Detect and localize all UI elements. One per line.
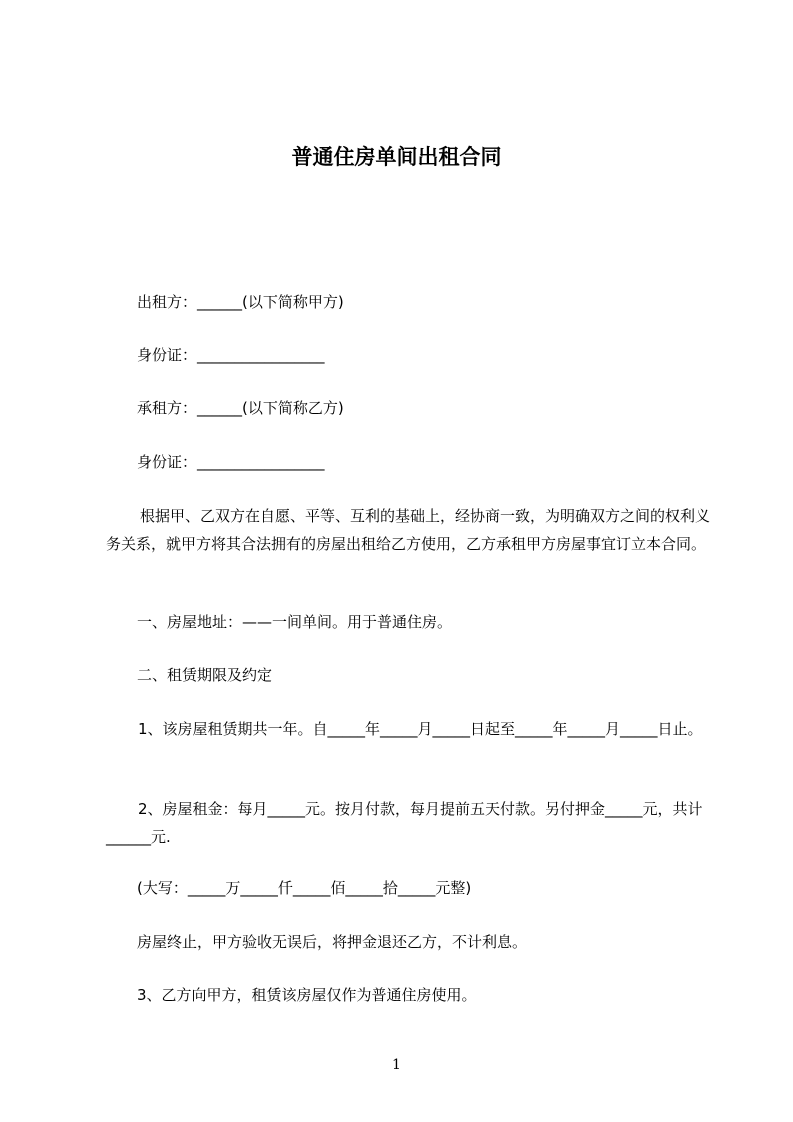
lessor-id-line: 身份证：_________________ — [137, 346, 325, 364]
clause-lease-term-heading: 二、租赁期限及约定 — [137, 666, 273, 684]
item-rent: 2、房屋租金：每月_____元。按月付款，每月提前五天付款。另付押金_____元，共计______元. — [106, 800, 703, 846]
item-lease-period: 1、该房屋租赁期共一年。自_____年_____月_____日起至_____年_____月_____日止。 — [138, 720, 703, 738]
lessee-line: 承租方：______(以下简称乙方) — [137, 399, 344, 417]
lessee-id-line: 身份证：_________________ — [137, 453, 325, 471]
document-title: 普通住房单间出租合同 — [291, 145, 502, 169]
lessor-line: 出租方：______(以下简称甲方) — [137, 293, 344, 311]
preamble-paragraph: 根据甲、乙双方在自愿、平等、互利的基础上，经协商一致，为明确双方之间的权利义务关系，就甲方将其合法拥有的房屋出租给乙方使用，乙方承租甲方房屋事宜订立本合同。 — [106, 507, 711, 553]
clause-house-address: 一、房屋地址：——一间单间。用于普通住房。 — [137, 613, 453, 631]
deposit-refund-line: 房屋终止，甲方验收无误后，将押金退还乙方，不计利息。 — [137, 933, 528, 951]
amount-in-words-line: (大写：_____万_____仟_____佰_____拾_____元整) — [137, 879, 472, 897]
page-number: 1 — [392, 1057, 401, 1073]
item-usage: 3、乙方向甲方，租赁该房屋仅作为普通住房使用。 — [137, 986, 477, 1004]
